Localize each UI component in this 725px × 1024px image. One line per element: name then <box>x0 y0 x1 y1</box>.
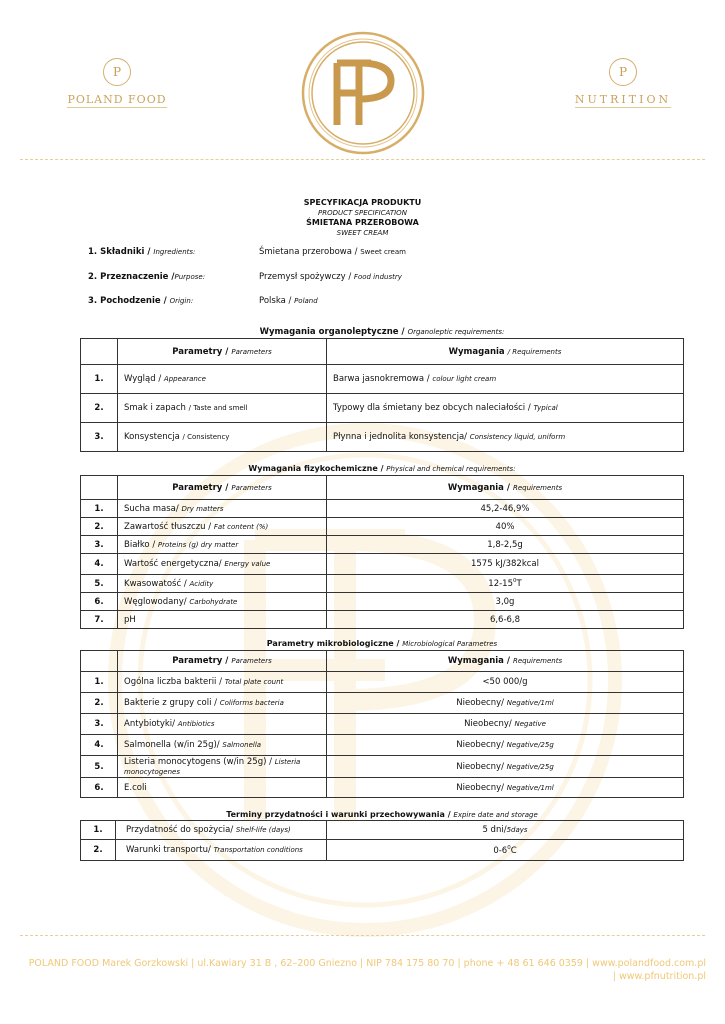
physchem-table <box>80 475 684 629</box>
table-header-row <box>81 339 684 365</box>
table-row <box>81 365 684 394</box>
header-parameters: Parametry / Parameters <box>118 339 327 365</box>
info-value-en: Food industry <box>353 273 402 281</box>
info-value-en: Poland <box>294 297 318 305</box>
table-row <box>81 693 684 714</box>
spec-title: SPECYFIKACJA PRODUKTU <box>303 198 422 207</box>
section-title: Terminy przydatności i warunki przechowywania / <box>226 810 454 819</box>
organoleptic-table <box>80 338 684 452</box>
table-row <box>81 735 684 756</box>
info-label: 1. Składniki / <box>88 247 154 257</box>
row-parameter: Ogólna liczba bakterii / Total plate count <box>118 672 327 693</box>
table-row <box>81 840 684 861</box>
row-requirement: Barwa jasnokremowa / colour light cream <box>327 365 684 394</box>
row-number: 5. <box>81 575 118 593</box>
poland-food-logo-text: POLAND FOOD <box>67 93 167 106</box>
header-number <box>81 339 118 365</box>
table-row <box>81 500 684 518</box>
table-row <box>81 554 684 575</box>
table-row <box>81 593 684 611</box>
row-number: 5. <box>81 756 118 778</box>
row-parameter: Bakterie z grupy coli / Coliforms bacteria <box>118 693 327 714</box>
table-row <box>81 611 684 629</box>
row-requirement: <50 000/g <box>327 672 684 693</box>
row-requirement: 1,8-2,5g <box>327 536 684 554</box>
row-requirement: Nieobecny/ Negative/1ml <box>327 693 684 714</box>
table-row <box>81 778 684 798</box>
row-number: 4. <box>81 735 118 756</box>
row-requirement: $12-15^0T$ <box>327 575 684 593</box>
row-requirement: Nieobecny/ Negative/1ml <box>327 778 684 798</box>
header-requirements: Wymagania / Requirements <box>327 476 684 500</box>
fp-main-seal-icon <box>301 31 425 155</box>
info-label-en: Origin: <box>169 297 194 305</box>
nutrition-seal-icon: P <box>609 58 637 86</box>
header-requirements: Wymagania / Requirements <box>327 339 684 365</box>
row-number: 3. <box>81 536 118 554</box>
poland-food-logo <box>62 55 172 115</box>
section-title-en: Physical and chemical requirements: <box>386 465 516 473</box>
header-parameters: Parametry / Parameters <box>118 651 327 672</box>
table-row <box>81 714 684 735</box>
row-requirement: Nieobecny/ Negative/25g <box>327 735 684 756</box>
header-number <box>81 476 118 500</box>
nutrition-logo <box>568 55 678 115</box>
footer <box>20 957 706 983</box>
header-divider <box>20 159 705 160</box>
row-parameter: Przydatność do spożycia/ Shelf-life (days) <box>116 821 327 840</box>
physchem-title <box>80 464 684 473</box>
table-row <box>81 536 684 554</box>
micro-title <box>80 639 684 648</box>
row-parameter: Salmonella (w/in 25g)/ Salmonella <box>118 735 327 756</box>
header-requirements: Wymagania / Requirements <box>327 651 684 672</box>
table-row <box>81 756 684 778</box>
info-value: Polska / <box>259 296 295 306</box>
storage-title <box>80 810 684 819</box>
table-row <box>81 423 684 452</box>
table-header-row <box>81 476 684 500</box>
info-value: Śmietana przerobowa / <box>259 247 361 257</box>
product-title-en: SWEET CREAM <box>336 229 389 237</box>
row-requirement: 40% <box>327 518 684 536</box>
section-title: Wymagania organoleptyczne / <box>259 327 408 337</box>
section-title-en: Microbiological Parametres <box>402 640 498 648</box>
info-label: 3. Pochodzenie / <box>88 296 170 306</box>
row-requirement: Płynna i jednolita konsystencja/ Consistency liquid, uniform <box>327 423 684 452</box>
section-title-en: Expire date and storage <box>453 811 538 819</box>
row-requirement: 1575 kJ/382kcal <box>327 554 684 575</box>
main-seal-text: FP <box>363 151 365 152</box>
poland-food-seal-icon: P <box>103 58 131 86</box>
row-number: 1. <box>81 821 116 840</box>
row-requirement: Nieobecny/ Negative <box>327 714 684 735</box>
section-title: Wymagania fizykochemiczne / <box>248 464 387 473</box>
micro-table <box>80 650 684 798</box>
spec-title-en: PRODUCT SPECIFICATION <box>318 209 407 217</box>
row-number: 2. <box>81 518 118 536</box>
row-parameter: Zawartość tłuszczu / Fat content (%) <box>118 518 327 536</box>
row-number: 1. <box>81 365 118 394</box>
table-row <box>81 672 684 693</box>
row-number: 6. <box>81 778 118 798</box>
row-number: 3. <box>81 714 118 735</box>
row-parameter: Konsystencja / Consistency <box>118 423 327 452</box>
row-number: 1. <box>81 672 118 693</box>
row-requirement: 6,6-6,8 <box>327 611 684 629</box>
info-value-en: Sweet cream <box>360 248 406 256</box>
row-number: 4. <box>81 554 118 575</box>
storage-table <box>80 820 684 861</box>
organoleptic-title <box>80 327 684 337</box>
footer-address: POLAND FOOD Marek Gorzkowski | ul.Kawiary 31 B , 62–200 Gniezno | NIP 784 175 80 70 | phone + 48 61 646 0359 | www.polandfood.com.pl <box>28 958 706 969</box>
info-value: Przemysł spożywczy / <box>259 272 354 282</box>
section-title: Parametry mikrobiologiczne / <box>266 639 403 648</box>
row-parameter: pH <box>118 611 327 629</box>
row-parameter: Wygląd / Appearance <box>118 365 327 394</box>
footer-website: | www.pfnutrition.pl <box>612 971 706 982</box>
row-parameter: Sucha masa/ Dry matters <box>118 500 327 518</box>
row-requirement: 45,2-46,9% <box>327 500 684 518</box>
table-row <box>81 821 684 840</box>
row-requirement: $0-6^0C$ <box>327 840 684 861</box>
row-number: 2. <box>81 394 118 423</box>
table-header-row <box>81 651 684 672</box>
table-row <box>81 575 684 593</box>
row-parameter: Białko / Proteins (g) dry matter <box>118 536 327 554</box>
row-parameter: Listeria monocytogens (w/in 25g) / Listeria monocytogenes <box>118 756 327 778</box>
row-parameter: Warunki transportu/ Transportation conditions <box>116 840 327 861</box>
row-requirement: Nieobecny/ Negative/25g <box>327 756 684 778</box>
row-requirement: 3,0g <box>327 593 684 611</box>
row-requirement: Typowy dla śmietany bez obcych naleciałości / Typical <box>327 394 684 423</box>
row-parameter: E.coli <box>118 778 327 798</box>
document-titles <box>0 198 725 238</box>
row-number: 1. <box>81 500 118 518</box>
header-number <box>81 651 118 672</box>
product-title: ŚMIETANA PRZEROBOWA <box>306 218 419 227</box>
footer-divider <box>20 935 705 936</box>
table-row <box>81 518 684 536</box>
header-parameters: Parametry / Parameters <box>118 476 327 500</box>
row-number: 3. <box>81 423 118 452</box>
row-number: 2. <box>81 840 116 861</box>
section-title-en: Organoleptic requirements: <box>407 328 505 336</box>
info-label-en: Purpose: <box>174 273 206 281</box>
row-parameter: Kwasowatość / Acidity <box>118 575 327 593</box>
table-row <box>81 394 684 423</box>
row-number: 2. <box>81 693 118 714</box>
row-parameter: Węglowodany/ Carbohydrate <box>118 593 327 611</box>
row-parameter: Antybiotyki/ Antibiotics <box>118 714 327 735</box>
info-label-en: Ingredients: <box>153 248 196 256</box>
row-parameter: Wartość energetyczna/ Energy value <box>118 554 327 575</box>
row-requirement: 5 dni/5days <box>327 821 684 840</box>
row-parameter: Smak i zapach / Taste and smell <box>118 394 327 423</box>
row-number: 7. <box>81 611 118 629</box>
nutrition-logo-text: NUTRITION <box>574 93 672 106</box>
row-number: 6. <box>81 593 118 611</box>
info-label: 2. Przeznaczenie / <box>88 272 175 282</box>
